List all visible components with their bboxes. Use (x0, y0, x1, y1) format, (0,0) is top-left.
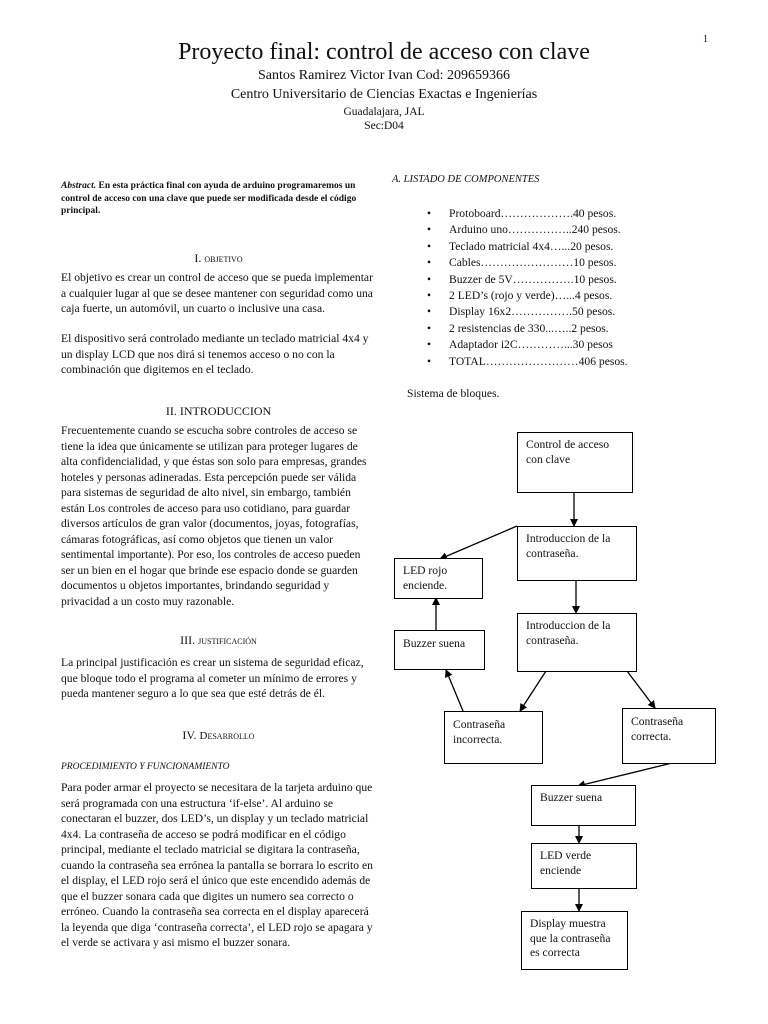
heading-number: I. (194, 251, 202, 265)
heading-title: objetivo (204, 253, 243, 265)
paper-title: Proyecto final: control de acceso con clave (178, 39, 590, 65)
desarrollo-text: Para poder armar el proyecto se necesitara de la tarjeta arduino que será programada con una estructura ‘if-else’. Al arduino se conectaran el buzzer, dos LED’s, un display y un teclado matricial 4x4. La contraseña de acceso se podrá modificar en el código principal, mediante el teclado matricial se digitara la contraseña, cuando la contraseña sea errónea la pantalla se borrara lo escrito en el display, el LED rojo será el único que este encendido además de que el buzzer sonara cada que digites un numero sea correcto o erróneo. Cuando la contraseña sea correcta en el display aparecerá la leyenda que diga ‘contraseña correcta’, el LED rojo se apagara y el verde se activara y asi mismo el buzzer sonara. (61, 781, 373, 949)
components-heading: A. LISTADO DE COMPONENTES (392, 174, 540, 185)
node-control: Control de acceso con clave (517, 432, 633, 493)
node-buzzer2: Buzzer suena (531, 785, 636, 826)
list-item: • Buzzer de 5V…………….10 pesos. (427, 272, 628, 288)
authors: Santos Ramirez Victor Ivan Cod: 209659366 (257, 68, 511, 83)
arrow-incorrecta-to-buzzer1 (446, 670, 463, 711)
heading-title: INTRODUCCION (179, 404, 272, 418)
arrow-intro2-to-correcta (627, 671, 655, 708)
list-item: • Protoboard……………….40 pesos. (427, 206, 628, 222)
list-item: • TOTAL……………………406 pesos. (427, 354, 628, 370)
heading-number: III. (180, 633, 196, 647)
list-item: • Arduino uno……………..240 pesos. (427, 222, 628, 238)
node-correcta: Contraseña correcta. (622, 708, 716, 764)
section-code: Sec:D04 (364, 120, 404, 132)
introduccion-text: Frecuentemente cuando se escucha sobre controles de acceso se tiene la idea que únicamente se utilizan para proteger lugares de alta confidencialidad, y que éstas son solo para empresas, grandes hoteles y personas adineradas. Esta percepción puede ser válida para sistemas de seguridad de alto nivel, sin embargo, también están Los controles de acceso para uso cotidiano, para guardar diversos artículos de gran valor (documentos, joyas, fotografías, cámaras fotográficas, así como objetos que tienen un valor sentimental importante). Por eso, los controles de acceso pueden ser un bien en el hogar que brinde ese espacio donde se guarden documentos u objetos importantes, brindando seguridad y privacidad a un costo muy razonable. (61, 424, 367, 608)
node-led-verde: LED verde enciende (531, 843, 637, 889)
list-item: • 2 resistencias de 330...…..2 pesos. (427, 321, 628, 337)
node-intro1: Introduccion de la contraseña. (517, 526, 637, 581)
node-display: Display muestra que la contraseña es correcta (521, 911, 628, 970)
heading-title: Desarrollo (199, 730, 255, 742)
list-item: • Cables……………………10 pesos. (427, 255, 628, 271)
list-item: • Display 16x2…………….50 pesos. (427, 304, 628, 320)
heading-number: II. (165, 404, 177, 418)
node-buzzer1: Buzzer suena (394, 630, 485, 670)
node-led-rojo: LED rojo enciende. (394, 558, 483, 599)
node-incorrecta: Contraseña incorrecta. (444, 711, 543, 764)
arrow-correcta-to-buzzer2 (578, 763, 672, 786)
justificacion-text: La principal justificación es crear un sistema de seguridad eficaz, que bloque todo el programa al cometer un mínimo de errores y pueda mantener seguro a lo que sea que esté detrás de él. (61, 656, 364, 700)
objetivo-p2: El dispositivo será controlado mediante un teclado matricial 4x4 y un display LCD que nos dirá si tenemos acceso o no con la combinación que digitemos en el teclado. (61, 332, 369, 376)
list-item: • Teclado matricial 4x4…...20 pesos. (427, 239, 628, 255)
list-item: • 2 LED’s (rojo y verde)…...4 pesos. (427, 288, 628, 304)
abstract-label: Abstract. (61, 181, 97, 191)
objetivo-p1: El objetivo es crear un control de acceso que se pueda implementar a cualquier lugar al que se desee mantener con seguridad como una caja fuerte, un automóvil, un cuarto o inclusive una casa. (61, 271, 373, 315)
affiliation: Centro Universitario de Ciencias Exactas e Ingenierías (230, 87, 538, 102)
list-item: • Adaptador i2C…………...30 pesos (427, 337, 628, 353)
heading-number: IV. (182, 728, 197, 742)
heading-title: justificación (198, 635, 257, 647)
diagram-caption: Sistema de bloques. (407, 387, 500, 400)
city: Guadalajara, JAL (343, 106, 425, 118)
arrow-intro1-to-led-rojo (440, 526, 517, 559)
page-number: 1 (703, 34, 708, 45)
arrow-intro2-to-incorrecta (520, 671, 546, 711)
subheading-procedimiento: PROCEDIMIENTO Y FUNCIONAMIENTO (61, 762, 230, 772)
abstract-text: En esta práctica final con ayuda de arduino programaremos un control de acceso con una clave que puede ser modificada desde el código principal. (61, 181, 357, 216)
node-intro2: Introduccion de la contraseña. (517, 613, 637, 672)
